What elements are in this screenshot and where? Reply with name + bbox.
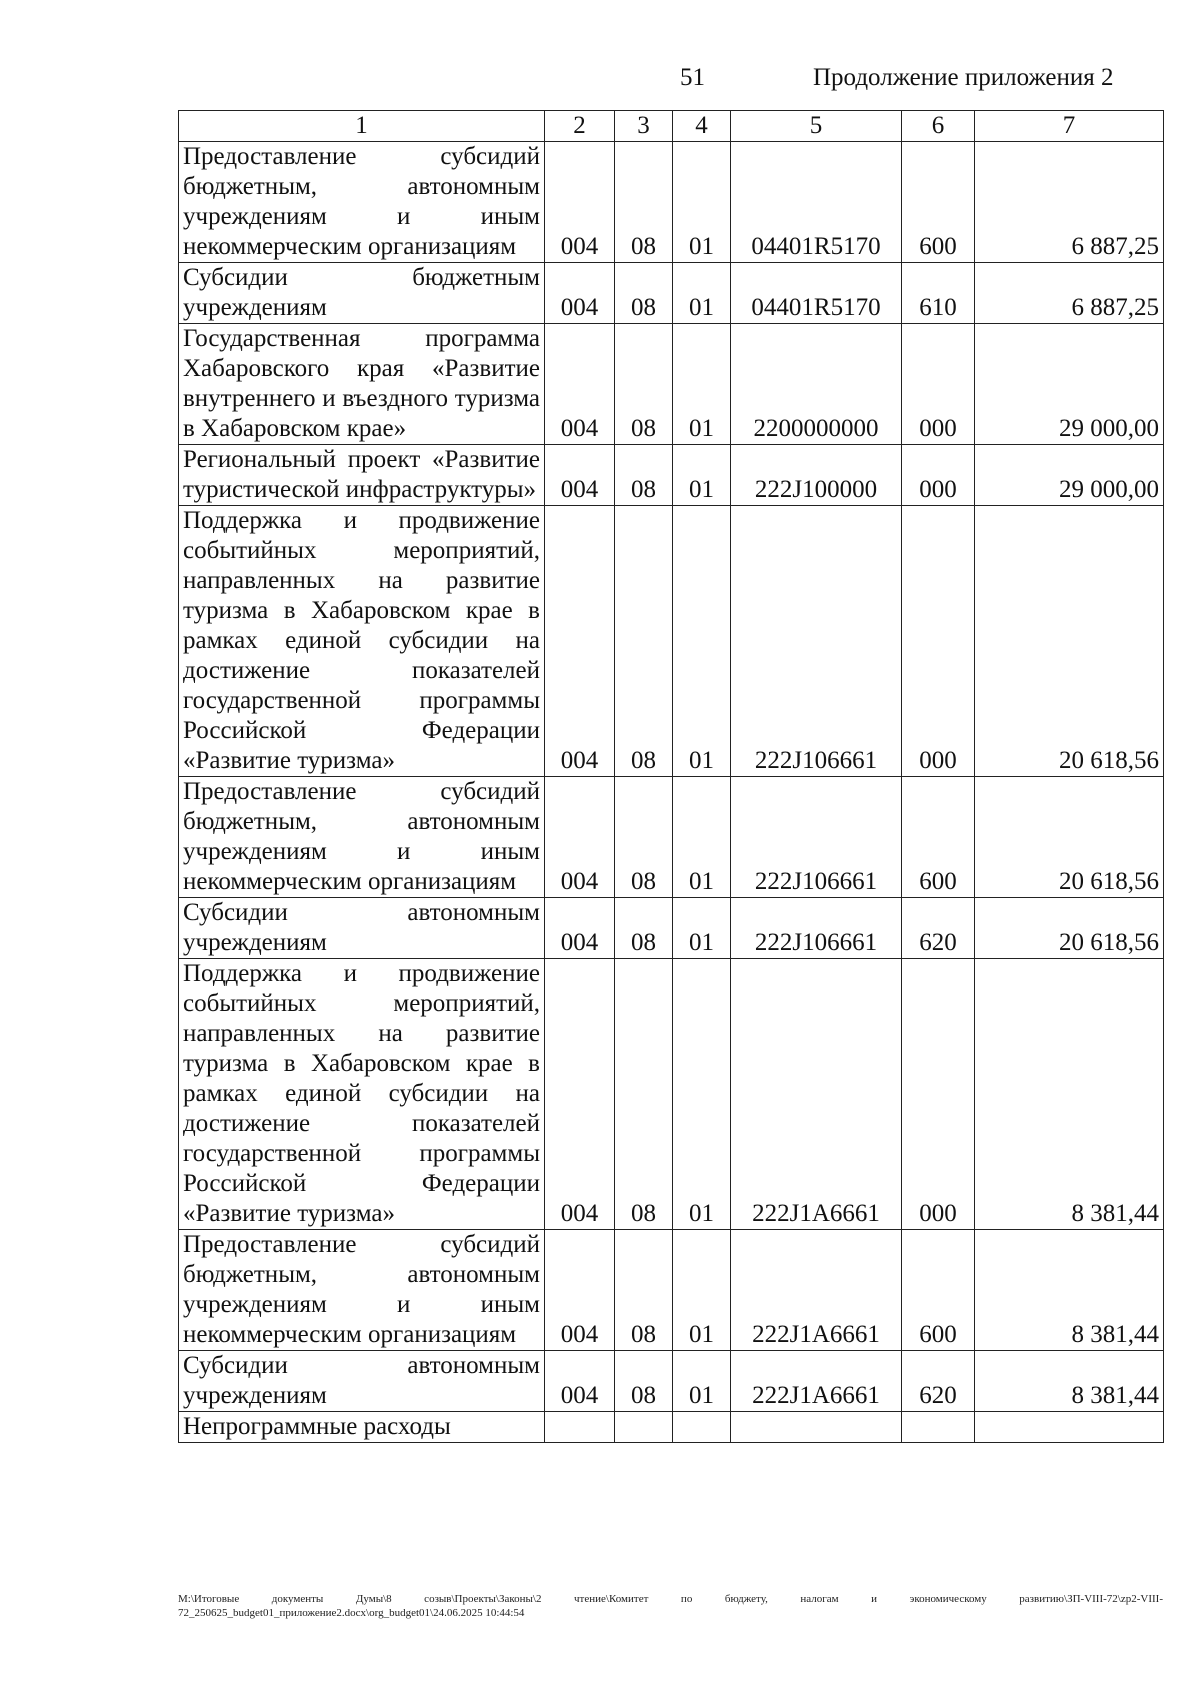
- row-subsection: [673, 1412, 731, 1443]
- col-header-4: 4: [673, 111, 731, 142]
- row-description: Субсидии автономным учреждениям: [179, 898, 545, 959]
- row-subsection: 01: [673, 445, 731, 506]
- row-target-article: 222J106661: [731, 898, 902, 959]
- row-section: 08: [615, 445, 673, 506]
- row-section: 08: [615, 777, 673, 898]
- row-section: 08: [615, 324, 673, 445]
- table-row: [179, 1412, 1164, 1443]
- row-admin-code: 004: [545, 898, 615, 959]
- row-target-article: 04401R5170: [731, 263, 902, 324]
- row-subsection: 01: [673, 324, 731, 445]
- row-target-article: 222J1A6661: [731, 1351, 902, 1412]
- row-section: 08: [615, 959, 673, 1230]
- col-header-5: 5: [731, 111, 902, 142]
- row-expense-type: 620: [902, 898, 975, 959]
- table-row: [179, 142, 1164, 263]
- row-amount: 8 381,44: [975, 959, 1164, 1230]
- row-description: Поддержка и продвижение событийных мероприятий, направленных на развитие туризма в Хабаровском крае в рамках единой субсидии на достижение показателей государственной программы Российской Федерации «Развитие туризма»: [179, 959, 545, 1230]
- table-row: [179, 959, 1164, 1230]
- row-description: Непрограммные расходы: [179, 1412, 545, 1443]
- row-expense-type: 600: [902, 1230, 975, 1351]
- row-expense-type: 000: [902, 324, 975, 445]
- header-row: [179, 111, 1164, 142]
- row-expense-type: 000: [902, 959, 975, 1230]
- row-description: Субсидии бюджетным учреждениям: [179, 263, 545, 324]
- row-expense-type: [902, 1412, 975, 1443]
- row-target-article: [731, 1412, 902, 1443]
- row-description: Предоставление субсидий бюджетным, автономным учреждениям и иным некоммерческим организациям: [179, 142, 545, 263]
- row-section: 08: [615, 506, 673, 777]
- row-description: Субсидии автономным учреждениям: [179, 1351, 545, 1412]
- row-admin-code: 004: [545, 959, 615, 1230]
- row-target-article: 2200000000: [731, 324, 902, 445]
- budget-table: [178, 110, 1164, 1443]
- table-row: [179, 1230, 1164, 1351]
- row-admin-code: 004: [545, 324, 615, 445]
- row-expense-type: 000: [902, 445, 975, 506]
- row-description: Государственная программа Хабаровского края «Развитие внутреннего и въездного туризма в Хабаровском крае»: [179, 324, 545, 445]
- row-subsection: 01: [673, 1351, 731, 1412]
- row-subsection: 01: [673, 142, 731, 263]
- row-section: 08: [615, 1351, 673, 1412]
- row-subsection: 01: [673, 959, 731, 1230]
- row-subsection: 01: [673, 1230, 731, 1351]
- row-amount: 6 887,25: [975, 263, 1164, 324]
- table-row: [179, 1351, 1164, 1412]
- row-amount: 29 000,00: [975, 445, 1164, 506]
- row-section: 08: [615, 263, 673, 324]
- table-row: [179, 324, 1164, 445]
- row-admin-code: 004: [545, 263, 615, 324]
- table-row: [179, 506, 1164, 777]
- row-expense-type: 620: [902, 1351, 975, 1412]
- row-amount: 8 381,44: [975, 1230, 1164, 1351]
- row-section: 08: [615, 1230, 673, 1351]
- col-header-1: 1: [179, 111, 545, 142]
- table-row: [179, 263, 1164, 324]
- row-amount: 20 618,56: [975, 506, 1164, 777]
- row-amount: 29 000,00: [975, 324, 1164, 445]
- row-section: 08: [615, 142, 673, 263]
- row-description: Поддержка и продвижение событийных мероприятий, направленных на развитие туризма в Хабаровском крае в рамках единой субсидии на достижение показателей государственной программы Российской Федерации «Развитие туризма»: [179, 506, 545, 777]
- row-expense-type: 600: [902, 777, 975, 898]
- row-expense-type: 000: [902, 506, 975, 777]
- continuation-label: Продолжение приложения 2: [813, 64, 1114, 91]
- table-row: [179, 777, 1164, 898]
- row-section: 08: [615, 898, 673, 959]
- row-admin-code: 004: [545, 142, 615, 263]
- row-target-article: 222J100000: [731, 445, 902, 506]
- row-admin-code: 004: [545, 777, 615, 898]
- row-section: [615, 1412, 673, 1443]
- col-header-7: 7: [975, 111, 1164, 142]
- table-row: [179, 445, 1164, 506]
- row-amount: 6 887,25: [975, 142, 1164, 263]
- row-admin-code: 004: [545, 506, 615, 777]
- row-admin-code: 004: [545, 1351, 615, 1412]
- row-target-article: 222J1A6661: [731, 959, 902, 1230]
- row-target-article: 222J1A6661: [731, 1230, 902, 1351]
- row-subsection: 01: [673, 898, 731, 959]
- row-description: Региональный проект «Развитие туристической инфраструктуры»: [179, 445, 545, 506]
- row-target-article: 222J106661: [731, 777, 902, 898]
- table-row: [179, 898, 1164, 959]
- row-expense-type: 610: [902, 263, 975, 324]
- row-description: Предоставление субсидий бюджетным, автономным учреждениям и иным некоммерческим организациям: [179, 777, 545, 898]
- page-number: 51: [680, 64, 705, 91]
- row-expense-type: 600: [902, 142, 975, 263]
- row-admin-code: [545, 1412, 615, 1443]
- row-subsection: 01: [673, 263, 731, 324]
- row-admin-code: 004: [545, 1230, 615, 1351]
- row-description: Предоставление субсидий бюджетным, автономным учреждениям и иным некоммерческим организациям: [179, 1230, 545, 1351]
- row-amount: 20 618,56: [975, 898, 1164, 959]
- row-target-article: 222J106661: [731, 506, 902, 777]
- col-header-2: 2: [545, 111, 615, 142]
- file-path-footer: M:\Итоговые документы Думы\8 созыв\Проекты\Законы\2 чтение\Комитет по бюджету, налогам и экономическому развитию\ЗП-VIII-72\zp2-VIII-72_250625_budget01_приложение2.docx\org_budget01\24.06.2025 10:44:54: [178, 1593, 1163, 1619]
- col-header-3: 3: [615, 111, 673, 142]
- row-subsection: 01: [673, 777, 731, 898]
- row-amount: 8 381,44: [975, 1351, 1164, 1412]
- row-admin-code: 004: [545, 445, 615, 506]
- row-target-article: 04401R5170: [731, 142, 902, 263]
- col-header-6: 6: [902, 111, 975, 142]
- row-amount: [975, 1412, 1164, 1443]
- row-subsection: 01: [673, 506, 731, 777]
- row-amount: 20 618,56: [975, 777, 1164, 898]
